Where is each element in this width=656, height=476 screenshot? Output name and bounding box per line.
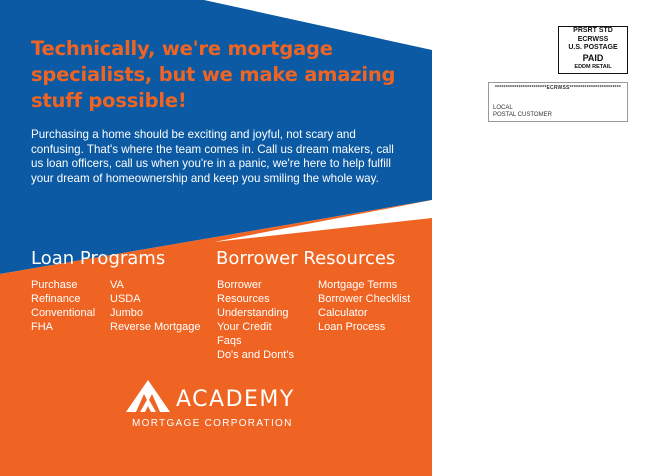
- resource-item: Your Credit: [217, 321, 272, 333]
- loan-programs-list-left: [31, 278, 95, 334]
- logo-wordmark: ACADEMY: [176, 387, 295, 412]
- address-endorsement: ************************ECRWSS************************: [494, 85, 622, 91]
- resource-item: Borrower Checklist: [318, 293, 411, 305]
- loan-program-item: FHA: [31, 321, 53, 333]
- indicia-line: EDDM RETAIL: [574, 63, 612, 70]
- address-block: [488, 82, 628, 122]
- indicia-line: PRSRT STD: [573, 27, 613, 34]
- headline: Technically, we're mortgage specialists, but we make amazing stuff possible!: [31, 37, 396, 112]
- academy-logo: [124, 378, 314, 434]
- resource-item: Borrower: [217, 279, 262, 291]
- resource-item: Calculator: [318, 307, 368, 319]
- borrower-resources-list-right: [318, 278, 410, 334]
- academy-mountain-logo-icon: [124, 378, 174, 414]
- resource-item: Mortgage Terms: [318, 279, 398, 291]
- address-line: LOCAL: [493, 105, 513, 111]
- loan-program-item: Refinance: [31, 293, 81, 305]
- indicia-line: U.S. POSTAGE: [568, 44, 618, 51]
- loan-program-item: Reverse Mortgage: [110, 321, 201, 333]
- borrower-resources-list-left: [217, 278, 294, 362]
- loan-program-item: Jumbo: [110, 307, 144, 319]
- indicia-line: ECRWSS: [577, 35, 609, 43]
- postage-indicia: [558, 26, 628, 74]
- address-line: POSTAL CUSTOMER: [493, 112, 552, 118]
- indicia-paid: PAID: [582, 52, 604, 63]
- resource-item: Do's and Dont's: [217, 349, 294, 361]
- resource-item: Loan Process: [318, 321, 386, 333]
- loan-programs-list-right: [110, 278, 201, 334]
- loan-program-item: Purchase: [31, 279, 78, 291]
- loan-program-item: VA: [110, 279, 124, 291]
- resource-item: Resources: [217, 293, 270, 305]
- loan-programs-title: Loan Programs: [31, 248, 166, 269]
- intro-paragraph: Purchasing a home should be exciting and joyful, not scary and confusing. That's where the team comes in. Call us dream makers, call us loan officers, call us when you're in a panic, we're here to help fulfill your dream of homeownership and keep you smiling the whole way.: [31, 128, 394, 185]
- borrower-resources-title: Borrower Resources: [216, 248, 396, 269]
- logo-subtitle: MORTGAGE CORPORATION: [132, 418, 293, 429]
- loan-program-item: USDA: [110, 293, 141, 305]
- resource-item: Faqs: [217, 335, 242, 347]
- resource-item: Understanding: [217, 307, 289, 319]
- loan-program-item: Conventional: [31, 307, 96, 319]
